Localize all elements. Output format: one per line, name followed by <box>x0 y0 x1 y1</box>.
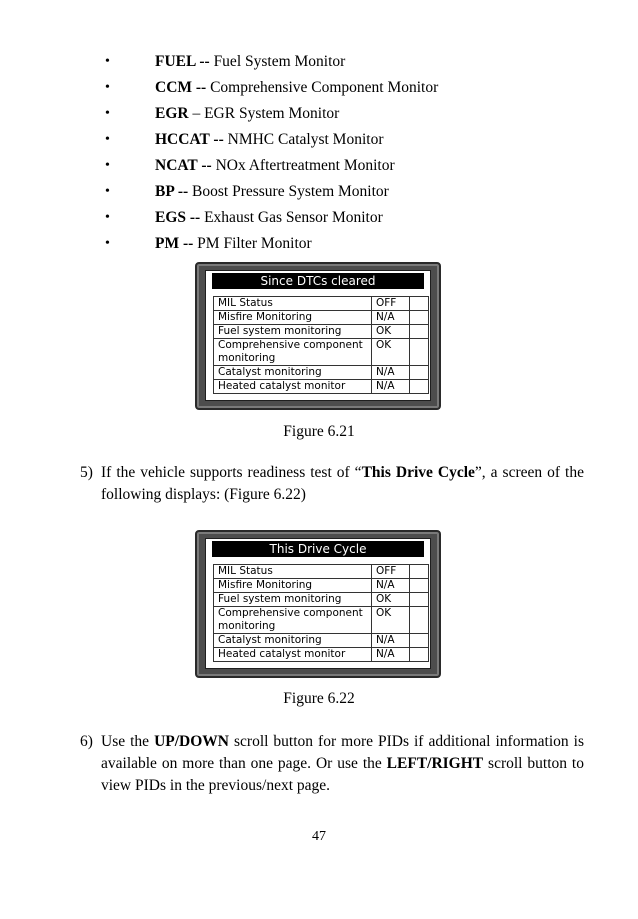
step-number: 5) <box>80 464 93 481</box>
screen-title: Since DTCs cleared <box>212 273 424 289</box>
list-item-text: HCCAT -- NMHC Catalyst Monitor <box>155 131 384 148</box>
step-6 <box>80 731 584 821</box>
table-row <box>214 579 429 593</box>
monitor-label: Comprehensive component monitoring <box>214 607 372 634</box>
bullet-dot: • <box>105 236 110 251</box>
list-item <box>105 155 585 181</box>
empty-cell <box>409 380 428 394</box>
list-item-text: BP -- Boost Pressure System Monitor <box>155 183 389 200</box>
list-item <box>105 77 585 103</box>
screen-display <box>205 270 431 401</box>
step-number: 6) <box>80 733 93 750</box>
bullet-dot: • <box>105 54 110 69</box>
list-item-text: EGR – EGR System Monitor <box>155 105 340 122</box>
monitor-list <box>105 51 585 259</box>
monitor-label: Heated catalyst monitor <box>214 380 372 394</box>
list-item-text: CCM -- Comprehensive Component Monitor <box>155 79 439 96</box>
empty-cell <box>409 565 428 579</box>
empty-cell <box>409 607 428 634</box>
step-text: If the vehicle supports readiness test of “This Drive Cycle”, a screen of the following displays: (Figure 6.22) <box>101 464 584 503</box>
step-5 <box>80 462 584 508</box>
readiness-table <box>213 564 429 662</box>
monitor-label: Heated catalyst monitor <box>214 648 372 662</box>
empty-cell <box>409 648 428 662</box>
scanner-screen-this-drive-cycle <box>195 530 441 678</box>
list-item <box>105 51 585 77</box>
table-row <box>214 593 429 607</box>
monitor-status: N/A <box>371 648 409 662</box>
monitor-label: Misfire Monitoring <box>214 579 372 593</box>
empty-cell <box>409 325 428 339</box>
monitor-status: OFF <box>371 297 409 311</box>
monitor-status: OK <box>371 325 409 339</box>
empty-cell <box>409 339 428 366</box>
list-item-text: FUEL -- Fuel System Monitor <box>155 53 346 70</box>
bullet-dot: • <box>105 80 110 95</box>
screen-title: This Drive Cycle <box>212 541 424 557</box>
monitor-status: N/A <box>371 634 409 648</box>
empty-cell <box>409 634 428 648</box>
monitor-status: N/A <box>371 380 409 394</box>
table-row <box>214 380 429 394</box>
empty-cell <box>409 311 428 325</box>
table-row <box>214 325 429 339</box>
monitor-label: Fuel system monitoring <box>214 593 372 607</box>
monitor-label: Comprehensive component monitoring <box>214 339 372 366</box>
list-item-text: EGS -- Exhaust Gas Sensor Monitor <box>155 209 383 226</box>
table-row <box>214 297 429 311</box>
empty-cell <box>409 593 428 607</box>
table-row <box>214 634 429 648</box>
list-item-text: PM -- PM Filter Monitor <box>155 235 312 252</box>
monitor-status: OK <box>371 339 409 366</box>
monitor-label: Catalyst monitoring <box>214 634 372 648</box>
step-text: Use the UP/DOWN scroll button for more PIDs if additional information is available on more than one page. Or use the LEFT/RIGHT scroll button to view PIDs in the previous/next page. <box>101 733 584 794</box>
list-item <box>105 233 585 259</box>
monitor-status: OFF <box>371 565 409 579</box>
table-row <box>214 311 429 325</box>
screen-display <box>205 538 431 669</box>
table-row <box>214 648 429 662</box>
table-row <box>214 339 429 366</box>
monitor-status: N/A <box>371 311 409 325</box>
empty-cell <box>409 366 428 380</box>
bullet-dot: • <box>105 184 110 199</box>
bullet-dot: • <box>105 132 110 147</box>
readiness-table <box>213 296 429 394</box>
monitor-label: Catalyst monitoring <box>214 366 372 380</box>
monitor-status: OK <box>371 607 409 634</box>
bullet-dot: • <box>105 210 110 225</box>
monitor-status: N/A <box>371 366 409 380</box>
table-row <box>214 565 429 579</box>
table-row <box>214 607 429 634</box>
bullet-dot: • <box>105 106 110 121</box>
scanner-screen-since-dtcs-cleared <box>195 262 441 410</box>
monitor-label: MIL Status <box>214 297 372 311</box>
figure-caption: Figure 6.21 <box>283 423 355 440</box>
list-item-text: NCAT -- NOx Aftertreatment Monitor <box>155 157 395 174</box>
list-item <box>105 207 585 233</box>
monitor-label: Fuel system monitoring <box>214 325 372 339</box>
monitor-label: Misfire Monitoring <box>214 311 372 325</box>
list-item <box>105 129 585 155</box>
monitor-label: MIL Status <box>214 565 372 579</box>
page-number: 47 <box>312 829 326 844</box>
list-item <box>105 103 585 129</box>
monitor-status: N/A <box>371 579 409 593</box>
empty-cell <box>409 297 428 311</box>
list-item <box>105 181 585 207</box>
table-row <box>214 366 429 380</box>
bullet-dot: • <box>105 158 110 173</box>
monitor-status: OK <box>371 593 409 607</box>
figure-caption: Figure 6.22 <box>283 690 355 707</box>
empty-cell <box>409 579 428 593</box>
